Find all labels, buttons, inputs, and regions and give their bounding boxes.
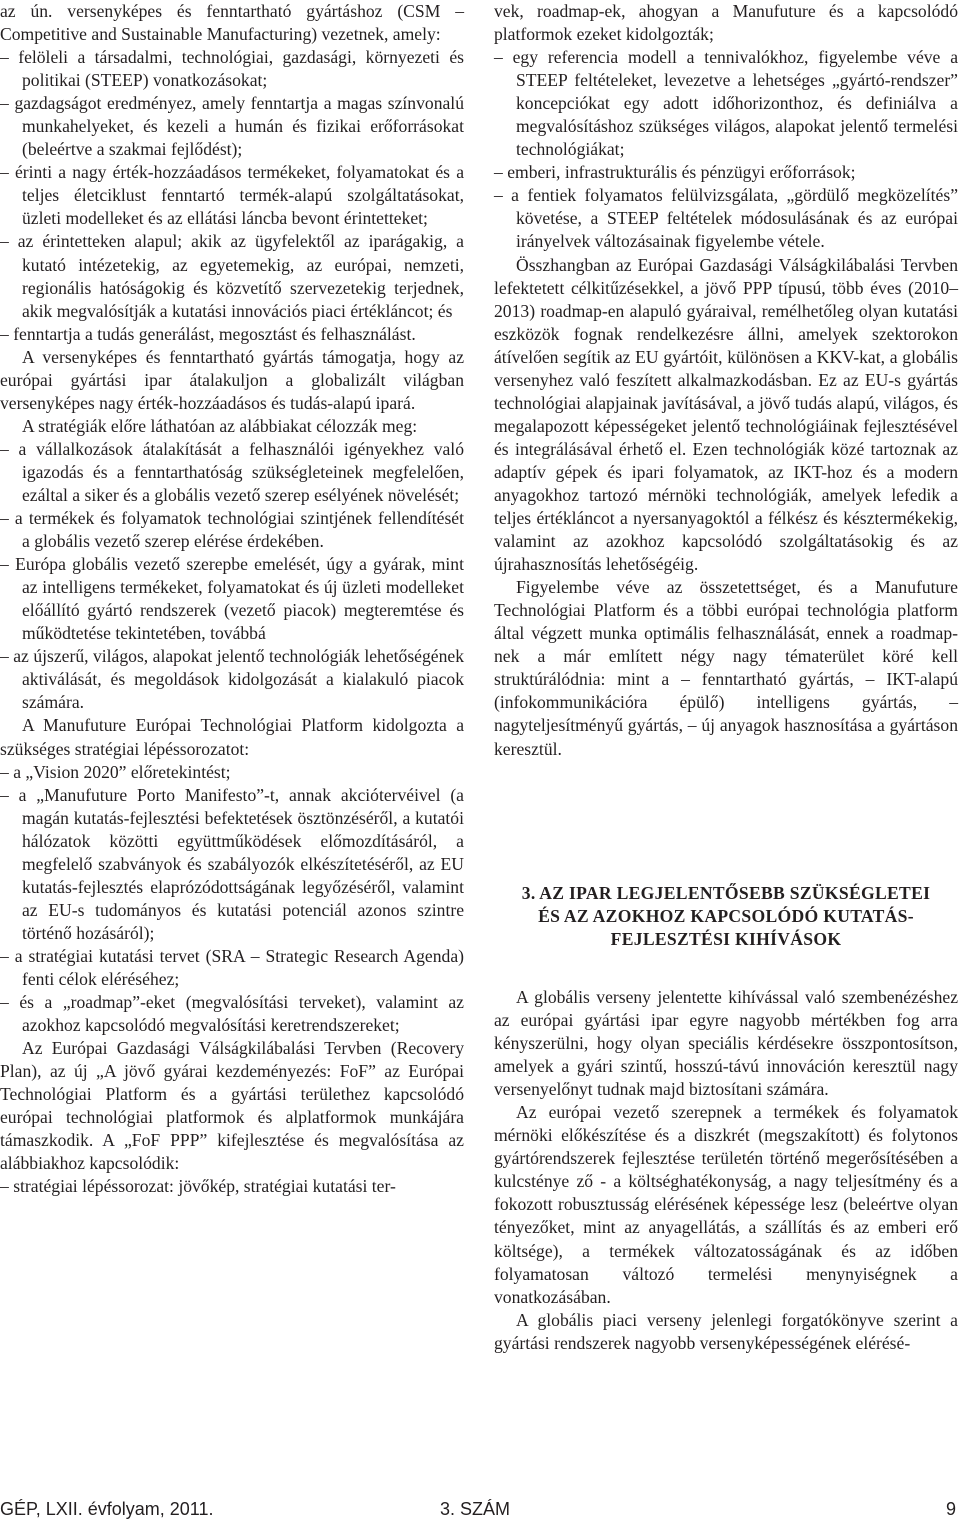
paragraph: A versenyképes és fenntartható gyártás támogatja, hogy az európai gyártási ipar átalakuljon a globalizált világban versenyképes nagy érték-hozzáadásos és tudás-alapú ipará.	[0, 346, 464, 413]
footer-journal: GÉP, LXII. évfolyam, 2011.	[0, 1499, 214, 1519]
section-heading-line-1: 3. AZ IPAR LEGJELENTŐSEBB SZÜKSÉGLETEI	[521, 883, 931, 903]
footer-issue: 3. SZÁM	[440, 1499, 511, 1519]
paragraph: – a termékek és folyamatok technológiai szintjének fellendítését a globális vezető szerep elérése érdekében.	[0, 508, 464, 552]
page-number: 9	[945, 1499, 956, 1519]
paragraph: – az újszerű, világos, alapokat jelentő technológiák lehetőségének aktiválását, és megoldások kidolgozását a kialakuló piacok számára.	[0, 646, 464, 713]
paragraph: Az Európai Gazdasági Válságkilábalási Tervben (Recovery Plan), az új „A jövő gyárai kezdeményezés: FoF” az Európai Technológiai Platform és a gyártási területhez kapcsolódó európai technológiai platformok és alplatformok munkájára támaszkodik. A „FoF PPP” kifejlesztése és megvalósítása az alábbiakhoz kapcsolódik:	[0, 1038, 464, 1174]
page-footer	[0, 1496, 960, 1522]
paragraph: – a stratégiai kutatási tervet (SRA – Strategic Research Agenda) fenti célok eléréséhez;	[0, 945, 464, 989]
paragraph: Figyelembe véve az összetettséget, és a Manufuture Technológiai Platform és a többi európai technológia platform által végzett munka optimális felhasználását, ennek a roadmap-nek a már említett négy nagy tématerület köré kell struktúrálódnia: mint a – fenntartható gyártás, – IKT-alapú (infokommunikációra épülő) intelligens gyártás, – nagyteljesítményű gyártás, – új anyagok hasznosítása a gyártáson keresztül.	[494, 577, 958, 759]
right-column-after-heading	[494, 986, 958, 1355]
paragraph: – és a „roadmap”-eket (megvalósítási terveket), valamint az azokhoz kapcsolódó megvalósítási keretrendszereket;	[0, 992, 464, 1036]
paragraph: A globális verseny jelentette kihívással való szembenézéshez az európai gyártási ipar egyre nagyobb mértékben fog arra kényszerülni, hogy olyan speciális kérdésekre összpontosítson, amelyek a gyári szintű, hosszú-távú innováción keresztül nagy versenyelőnyt tudnak majd biztosítani számára.	[494, 987, 958, 1100]
paragraph: vek, roadmap-ek, ahogyan a Manufuture és a kapcsolódó platformok ezeket kidolgozták;	[494, 1, 958, 45]
paragraph: A stratégiák előre láthatóan az alábbiakat célozzák meg:	[22, 415, 418, 436]
section-heading	[494, 882, 958, 951]
paragraph: – felöleli a társadalmi, technológiai, gazdasági, környezeti és politikai (STEEP) vonatkozásokat;	[0, 47, 464, 91]
paragraph: – a vállalkozások átalakítását a felhasználói igényekhez való igazodás és a fenntarthatóság szükségleteinek megfelelően, ezáltal a siker és a globális vezető szerep esélyének növelését;	[0, 438, 464, 505]
paragraph: – fenntartja a tudás generálást, megosztást és felhasználást.	[0, 323, 416, 344]
paragraph: A globális piaci verseny jelenlegi forgatókönyve szerint a gyártási rendszerek nagyobb versenyképességének elérésé-	[494, 1309, 958, 1353]
paragraph: – a fentiek folyamatos felülvizsgálata, „gördülő megközelítés” követése, a STEEP feltételek módosulásának és az európai irányelvek változásainak figyelembe vétele.	[494, 185, 958, 252]
paragraph: – egy referencia modell a tennivalókhoz, figyelembe véve a STEEP feltételeket, levezetve a lehetséges „gyártó-rendszer” koncepciókat egy adott időhorizonthoz, és definiálva a megvalósításhoz szükséges világos, alapokat jelentő termelési technológiákat;	[494, 47, 958, 160]
paragraph: – a „Vision 2020” előretekintést;	[0, 761, 231, 782]
paragraph: – Európa globális vezető szerepbe emelését, úgy a gyárak, mint az intelligens termékeket, folyamatokat és új üzleti modelleket előállító gyártó rendszerek (vezető piacok) megteremtése és működtetése tekintetében, továbbá	[0, 554, 464, 644]
paragraph: – a „Manufuture Porto Manifesto”-t, annak akciótervéivel (a magán kutatás-fejlesztési befektetések ösztönzéséről, a kutatói hálózatok közötti együttműködések előmozdításáról, a megfelelő szabványok és szabályozók elkészítetéséről, az EU kutatás-fejlesztés elaprózódottságának legyőzéséről, valamint az EU-s tudományos és kutatási potenciál azonos szintre történő hozásáról);	[0, 784, 464, 943]
left-column	[0, 0, 464, 1198]
paragraph: – gazdagságot eredményez, amely fenntartja a magas színvonalú munkahelyeket, és kezeli a humán és fizikai erőforrásokat (beleértve a szakmai fejlődést);	[0, 93, 464, 160]
paragraph: az ún. versenyképes és fenntartható gyártáshoz (CSM – Competitive and Sustainable Manufacturing) vezetnek, amely:	[0, 1, 464, 45]
right-column	[494, 0, 958, 761]
paragraph: – érinti a nagy érték-hozzáadásos termékeket, folyamatokat és a teljes életciklust fenntartó termék-alapú szolgáltatásokat, üzleti modelleket és az ellátási láncba bevont érintetteket;	[0, 162, 464, 229]
section-heading-line-3: FEJLESZTÉSI KIHÍVÁSOK	[610, 929, 842, 949]
paragraph: Az európai vezető szerepnek a termékek és folyamatok mérnöki előkészítése és a diszkrét (megszakított) és folytonos gyártórendszerek fejlesztése területén történő megerősítésében a kulcsténye ző - a költséghatékonyság, a nagy teljesítmény és a fokozott robusztusság elérésének képessége lesz (beleértve olyan tényezőket, mint az anyagellátás, a szállítás és az emberi erő költsége), a termékek változatosságának és az időben folyamatosan változó termelési menynyiségnek a vonatkozásában.	[494, 1102, 958, 1307]
paragraph: Összhangban az Európai Gazdasági Válságkilábalási Tervben lefektetett célkitűzésekkel, a jövő PPP típusú, több éves (2010–2013) roadmap-en alapuló gyáraival, remélhetőleg olyan kutatási eszközök fognak rendelkezésre állni, amelyek szektorokon átívelően segítik az EU gyártóit, különösen a KKV-kat, a globális versenyhez való feszített alkalmazkodásban. Ez az EU-s gyártás technológiai alapjainak javításával, a jövő tudás alapú, világos, és megalapozott képességeket jelentő technológiáinak fejlesztésével és integrálásával érhető el. Ezen technológiák közé tartoznak az adaptív gépek és ipari folyamatok, az IKT-hoz és a modern anyagokhoz tartozó mérnöki technológiák, amelyek lefedik a teljes értékláncot a nyersanyagoktól a félkész és késztermékekig, valamint az azokhoz kapcsolódó szolgáltatásokig és az újrahasznosítás lehetőségéig.	[494, 254, 958, 575]
section-heading-line-2: ÉS AZ AZOKHOZ KAPCSOLÓDÓ KUTATÁS-	[538, 906, 914, 926]
paragraph: – emberi, infrastrukturális és pénzügyi erőforrások;	[494, 162, 856, 183]
paragraph: A Manufuture Európai Technológiai Platform kidolgozta a szükséges stratégiai lépéssorozatot:	[0, 715, 464, 759]
paragraph: – az érintetteken alapul; akik az ügyfelektől az iparágakig, a kutató intézetekig, az egyetemekig, az európai, nemzeti, regionális hatóságokig és közvetítő szervezetekig terjednek, akik megvalósítják a kutatási innovációs piaci értékláncot; és	[0, 231, 464, 321]
paragraph: – stratégiai lépéssorozat: jövőkép, stratégiai kutatási ter-	[0, 1176, 396, 1197]
